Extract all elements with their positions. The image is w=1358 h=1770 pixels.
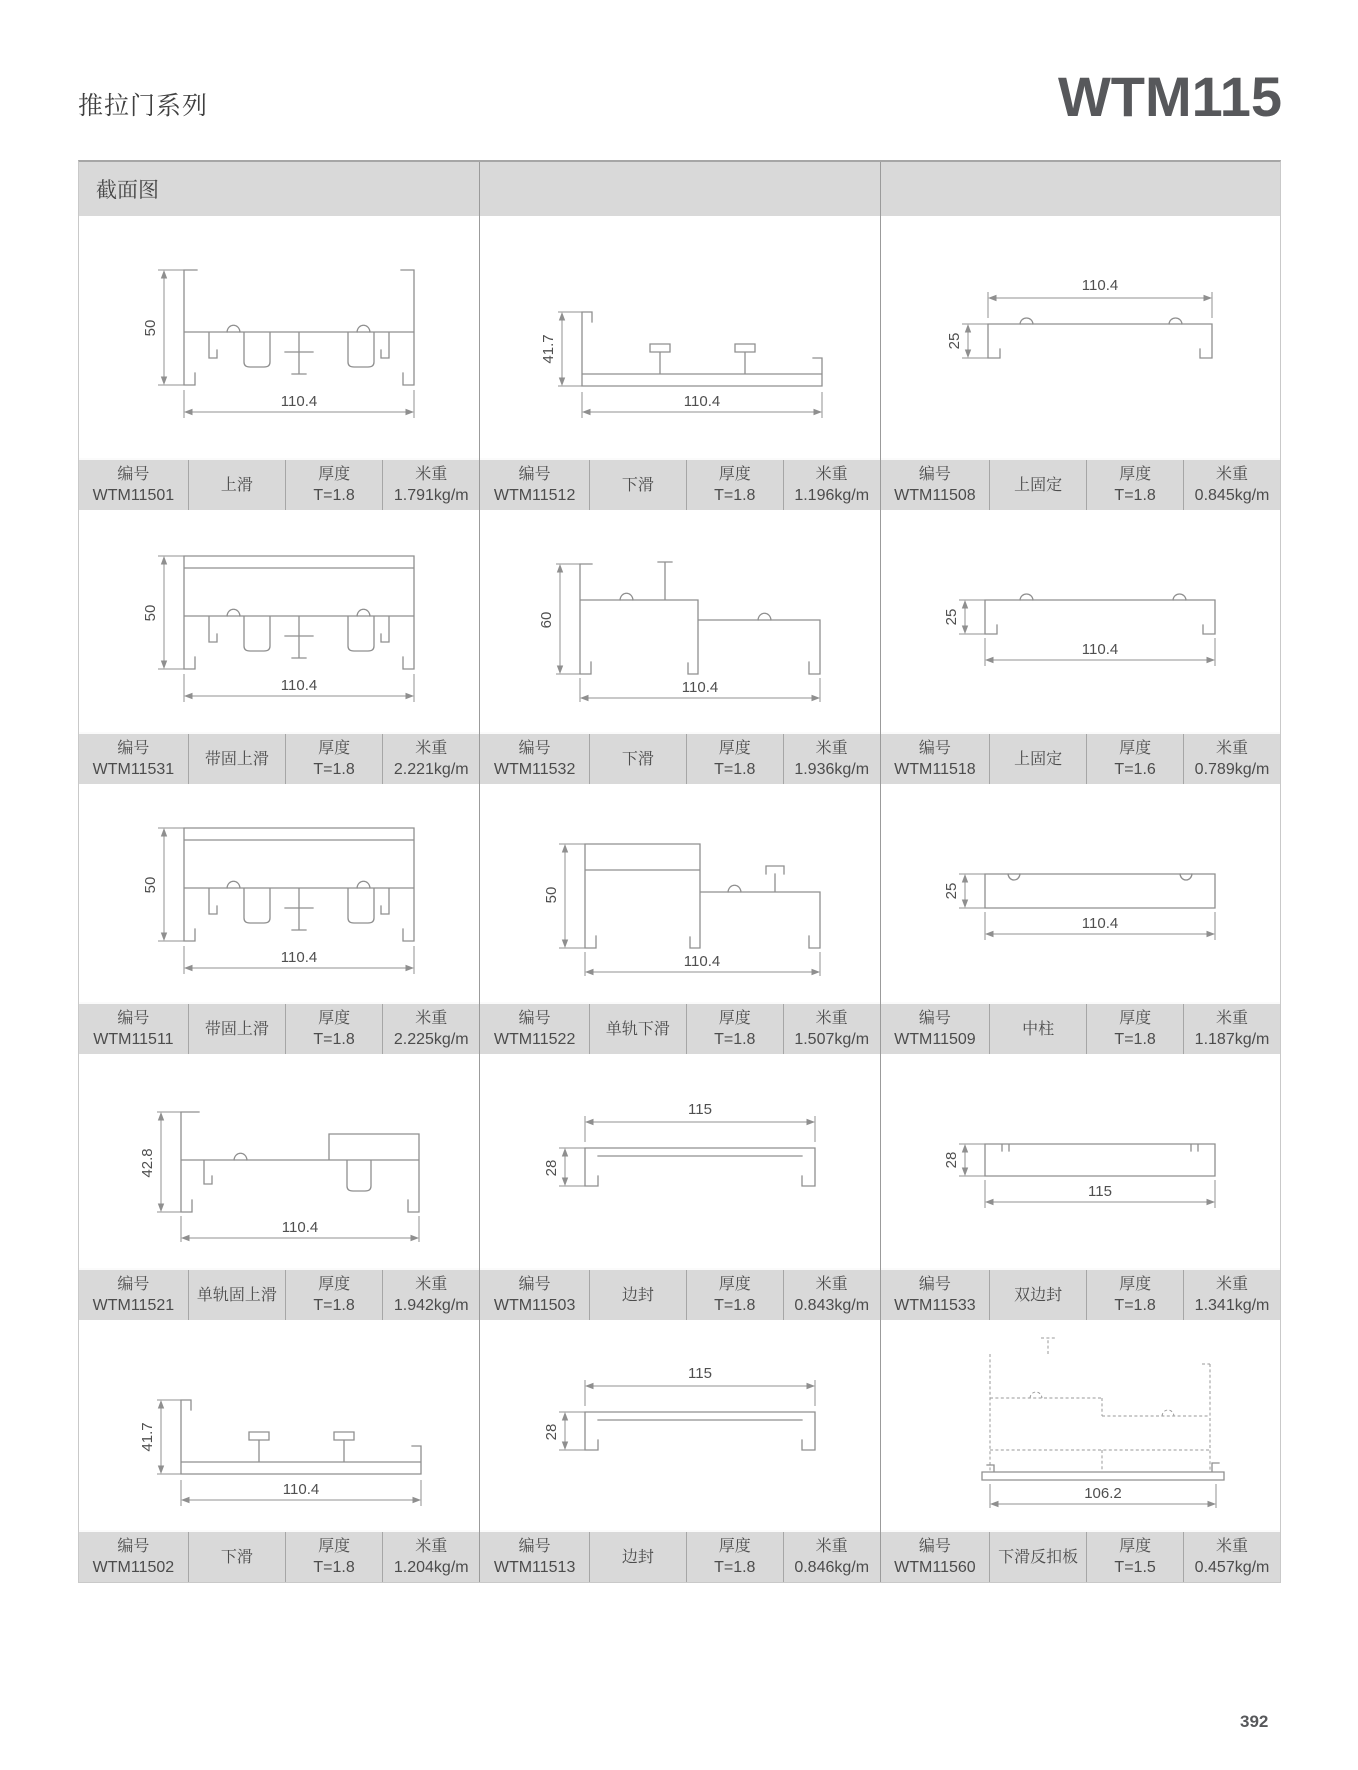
spec-thickness-label: 厚度: [718, 466, 751, 483]
profile-drawing-fixed-top-slide: [89, 516, 469, 726]
spec-weight-label: 米重: [1216, 740, 1249, 757]
spec-name: [589, 1270, 686, 1320]
profile-cell-wtm11508: [880, 216, 1280, 510]
spec-weight-label: 米重: [1216, 1010, 1249, 1027]
spec-thickness: [1086, 734, 1183, 784]
spec-thickness-label: 厚度: [318, 1538, 351, 1555]
spec-weight-value: 1.204kg/m: [393, 1559, 469, 1576]
dim-label-vertical: 50: [142, 876, 160, 894]
spec-thickness-label: 厚度: [718, 1538, 751, 1555]
spec-code-value: WTM11532: [493, 761, 576, 778]
drawing-area: [881, 216, 1280, 458]
spec-bar: [480, 732, 879, 784]
profile-outline: [585, 1412, 815, 1450]
spec-name: [188, 734, 285, 784]
spec-name-value: 带固上滑: [204, 1020, 269, 1038]
spec-thickness-value: T=1.8: [714, 1031, 756, 1048]
spec-code-label: 编号: [518, 1010, 551, 1027]
spec-name-value: 上滑: [220, 476, 253, 494]
spec-bar: [480, 1268, 879, 1320]
spec-thickness: [285, 1270, 382, 1320]
drawing-area: [79, 510, 479, 732]
spec-weight-value: 0.457kg/m: [1194, 1559, 1270, 1576]
profile-drawing-bottom-slide: [490, 516, 870, 726]
spec-thickness-value: T=1.6: [1114, 761, 1156, 778]
spec-bar: [79, 732, 479, 784]
spec-bar: [480, 1002, 879, 1054]
spec-code-label: 编号: [918, 466, 951, 483]
spec-weight-label: 米重: [815, 740, 848, 757]
spec-code-label: 编号: [918, 1010, 951, 1027]
spec-thickness-value: T=1.8: [714, 487, 756, 504]
spec-code-label: 编号: [518, 740, 551, 757]
spec-weight-label: 米重: [415, 1538, 448, 1555]
spec-thickness-label: 厚度: [718, 1010, 751, 1027]
spec-weight-value: 1.942kg/m: [393, 1297, 469, 1314]
profile-cell-wtm11518: [880, 510, 1280, 784]
reference-profile-dashed: [990, 1338, 1210, 1472]
profile-cell-wtm11512: [479, 216, 879, 510]
profile-drawing-center-post: [890, 788, 1270, 998]
profile-drawing-bottom-slide-cover-plate: [890, 1320, 1270, 1530]
profile-outline: [985, 594, 1215, 634]
dim-label-vertical: 50: [542, 886, 560, 904]
profile-outline: [988, 318, 1212, 358]
dim-label-horizontal: 115: [1088, 1183, 1113, 1200]
spec-weight-value: 1.936kg/m: [794, 761, 870, 778]
spec-bar: [79, 1268, 479, 1320]
spec-weight: [1183, 1532, 1280, 1582]
spec-thickness-label: 厚度: [718, 1276, 751, 1293]
spec-name: [989, 734, 1086, 784]
spec-weight-value: 2.221kg/m: [393, 761, 469, 778]
spec-name: [589, 734, 686, 784]
spec-thickness: [1086, 1532, 1183, 1582]
spec-weight-value: 1.187kg/m: [1194, 1031, 1270, 1048]
spec-code: [480, 460, 589, 510]
profile-drawing-edge-seal: [490, 1056, 870, 1266]
spec-code: [881, 734, 990, 784]
profile-cell-wtm11501: [79, 216, 479, 510]
spec-thickness-value: T=1.8: [313, 1031, 355, 1048]
profile-outline: [982, 1463, 1224, 1480]
spec-weight-label: 米重: [1216, 466, 1249, 483]
dim-label-vertical: 28: [542, 1159, 560, 1177]
table-row-3: [79, 784, 1280, 1054]
dim-label-vertical: 28: [542, 1423, 560, 1441]
spec-thickness-label: 厚度: [318, 1276, 351, 1293]
spec-thickness-value: T=1.8: [1114, 487, 1156, 504]
spec-thickness-value: T=1.8: [313, 761, 355, 778]
spec-code-value: WTM11508: [894, 487, 976, 504]
spec-name-value: 双边封: [1014, 1286, 1063, 1304]
spec-weight-value: 1.341kg/m: [1194, 1297, 1270, 1314]
drawing-area: [480, 216, 879, 458]
drawing-area: [881, 1320, 1280, 1530]
spec-weight: [783, 1004, 880, 1054]
spec-name-value: 上固定: [1014, 476, 1063, 494]
spec-code-value: WTM11512: [493, 487, 576, 504]
profile-cell-wtm11522: [479, 784, 879, 1054]
spec-name: [589, 1532, 686, 1582]
spec-code-label: 编号: [918, 1538, 951, 1555]
dim-label-vertical: 25: [943, 608, 961, 626]
spec-code-value: WTM11531: [92, 761, 175, 778]
drawing-area: [79, 784, 479, 1002]
spec-weight-label: 米重: [815, 1276, 848, 1293]
drawing-area: [480, 784, 879, 1002]
spec-thickness: [1086, 460, 1183, 510]
spec-name-value: 下滑: [220, 1548, 253, 1566]
dim-label-vertical: 41.7: [539, 334, 557, 364]
spec-name: [589, 1004, 686, 1054]
spec-weight: [382, 460, 479, 510]
spec-code: [881, 1532, 990, 1582]
spec-code-value: WTM11521: [92, 1297, 175, 1314]
profile-table: [78, 160, 1281, 1583]
spec-name-value: 上固定: [1014, 750, 1063, 768]
spec-thickness-label: 厚度: [318, 740, 351, 757]
spec-weight: [783, 1532, 880, 1582]
spec-thickness-value: T=1.5: [1114, 1559, 1156, 1576]
spec-bar: [881, 1002, 1280, 1054]
spec-weight-label: 米重: [1216, 1538, 1249, 1555]
spec-bar: [881, 458, 1280, 510]
dim-label-vertical: 41.7: [139, 1422, 157, 1452]
spec-weight: [1183, 1004, 1280, 1054]
dim-label-vertical: 25: [943, 882, 961, 900]
profile-drawing-double-edge-seal: [890, 1056, 1270, 1266]
drawing-area: [480, 1054, 879, 1268]
profile-outline: [181, 1112, 419, 1212]
profile-drawing-top-slide: [89, 232, 469, 442]
spec-code-value: WTM11513: [493, 1559, 576, 1576]
dim-label-horizontal: 110.4: [681, 679, 719, 696]
dim-label-horizontal: 115: [688, 1101, 712, 1118]
dim-label-horizontal: 110.4: [281, 1219, 319, 1236]
dim-label-horizontal: 110.4: [1082, 277, 1119, 294]
spec-code: [79, 1532, 188, 1582]
spec-name-value: 单轨固上滑: [196, 1286, 277, 1304]
spec-code-label: 编号: [117, 1276, 150, 1293]
spec-code-label: 编号: [117, 1538, 150, 1555]
drawing-area: [480, 1320, 879, 1530]
spec-weight-value: 1.196kg/m: [794, 487, 870, 504]
spec-code-value: WTM11501: [92, 487, 175, 504]
spec-name-value: 中柱: [1022, 1020, 1055, 1038]
spec-thickness: [686, 1270, 783, 1320]
profile-outline: [580, 562, 820, 674]
spec-name-value: 边封: [621, 1548, 654, 1566]
profile-cell-wtm11509: [880, 784, 1280, 1054]
model-title: WTM115: [1057, 65, 1282, 128]
dim-label-horizontal: 110.4: [280, 393, 318, 410]
spec-thickness: [686, 460, 783, 510]
profile-drawing-bottom-slide: [490, 232, 870, 442]
spec-code: [79, 460, 188, 510]
spec-weight-value: 0.843kg/m: [794, 1297, 870, 1314]
spec-name-value: 下滑: [621, 750, 654, 768]
spec-weight-value: 2.225kg/m: [393, 1031, 469, 1048]
table-row-1: [79, 216, 1280, 510]
spec-name: [589, 460, 686, 510]
dim-label-vertical: 28: [943, 1151, 961, 1169]
profile-cell-wtm11502: [79, 1320, 479, 1582]
spec-name: [188, 1004, 285, 1054]
series-title: 推拉门系列: [78, 92, 209, 120]
profile-cell-wtm11511: [79, 784, 479, 1054]
profile-outline: [585, 1148, 815, 1186]
dim-label-vertical: 50: [142, 604, 160, 622]
spec-thickness: [686, 1004, 783, 1054]
spec-bar: [79, 1530, 479, 1582]
table-row-5: [79, 1320, 1280, 1582]
spec-thickness-label: 厚度: [1119, 740, 1152, 757]
spec-weight: [783, 1270, 880, 1320]
spec-thickness: [285, 1532, 382, 1582]
spec-thickness-label: 厚度: [1119, 1538, 1152, 1555]
spec-weight: [1183, 1270, 1280, 1320]
spec-bar: [480, 458, 879, 510]
header-cell-empty: [479, 162, 879, 216]
profile-drawing-top-fixed: [890, 232, 1270, 442]
spec-code-value: WTM11533: [894, 1297, 976, 1314]
spec-name: [989, 460, 1086, 510]
spec-weight: [1183, 460, 1280, 510]
spec-name-value: 下滑: [621, 476, 654, 494]
spec-thickness-label: 厚度: [1119, 1010, 1152, 1027]
spec-code: [480, 1532, 589, 1582]
profile-drawing-single-track-bottom: [490, 788, 870, 998]
profile-cell-wtm11560: [880, 1320, 1280, 1582]
table-row-2: [79, 510, 1280, 784]
spec-weight: [382, 1532, 479, 1582]
dim-label-horizontal: 110.4: [683, 393, 721, 410]
dim-label-horizontal: 110.4: [282, 1481, 320, 1498]
spec-thickness: [1086, 1004, 1183, 1054]
drawing-area: [881, 510, 1280, 732]
spec-thickness-label: 厚度: [718, 740, 751, 757]
spec-code: [79, 1270, 188, 1320]
profile-drawing-bottom-slide: [89, 1320, 469, 1530]
spec-name-value: 单轨下滑: [605, 1020, 670, 1038]
spec-weight: [382, 1270, 479, 1320]
profile-drawing-top-fixed: [890, 516, 1270, 726]
profile-outline: [181, 1400, 421, 1474]
profile-outline: [585, 844, 820, 948]
profile-cell-wtm11521: [79, 1054, 479, 1320]
dim-label-horizontal: 106.2: [1084, 1485, 1123, 1502]
spec-name: [989, 1004, 1086, 1054]
profile-outline: [582, 312, 822, 386]
spec-code: [480, 734, 589, 784]
dim-label-horizontal: 115: [688, 1365, 712, 1382]
spec-code: [881, 460, 990, 510]
spec-weight-label: 米重: [815, 1538, 848, 1555]
drawing-area: [881, 1054, 1280, 1268]
drawing-area: [79, 1320, 479, 1530]
spec-weight-label: 米重: [415, 1010, 448, 1027]
spec-weight-label: 米重: [1216, 1276, 1249, 1293]
spec-name-value: 边封: [621, 1286, 654, 1304]
spec-thickness-value: T=1.8: [313, 487, 355, 504]
profile-outline: [184, 270, 414, 385]
header-cell-empty: [880, 162, 1280, 216]
drawing-area: [480, 510, 879, 732]
dim-label-horizontal: 110.4: [1082, 915, 1119, 932]
spec-name: [989, 1270, 1086, 1320]
spec-thickness: [285, 460, 382, 510]
spec-name-value: 带固上滑: [204, 750, 269, 768]
spec-bar: [480, 1530, 879, 1582]
profile-drawing-edge-seal: [490, 1320, 870, 1530]
spec-code-value: WTM11509: [894, 1031, 976, 1048]
spec-name: [188, 460, 285, 510]
spec-thickness-value: T=1.8: [313, 1297, 355, 1314]
spec-code-value: WTM11522: [493, 1031, 576, 1048]
spec-weight-value: 0.846kg/m: [794, 1559, 870, 1576]
spec-bar: [881, 1268, 1280, 1320]
drawing-area: [79, 216, 479, 458]
spec-code-label: 编号: [518, 1276, 551, 1293]
spec-thickness-value: T=1.8: [714, 1297, 756, 1314]
table-row-4: [79, 1054, 1280, 1320]
spec-weight-label: 米重: [415, 1276, 448, 1293]
profile-cell-wtm11533: [880, 1054, 1280, 1320]
spec-weight-label: 米重: [415, 466, 448, 483]
spec-code-value: WTM11560: [894, 1559, 976, 1576]
spec-bar: [881, 732, 1280, 784]
spec-weight: [783, 460, 880, 510]
profile-cell-wtm11503: [479, 1054, 879, 1320]
spec-weight-value: 0.845kg/m: [1194, 487, 1270, 504]
spec-code-label: 编号: [518, 1538, 551, 1555]
spec-code-label: 编号: [117, 740, 150, 757]
profile-cell-wtm11531: [79, 510, 479, 784]
spec-weight-value: 0.789kg/m: [1194, 761, 1270, 778]
spec-thickness-value: T=1.8: [714, 761, 756, 778]
spec-name: [188, 1270, 285, 1320]
spec-name: [989, 1532, 1086, 1582]
spec-code-label: 编号: [918, 1276, 951, 1293]
profile-cell-wtm11532: [479, 510, 879, 784]
drawing-area: [881, 784, 1280, 1002]
profile-drawing-fixed-top-slide: [89, 788, 469, 998]
page-number: 392: [1240, 1712, 1269, 1731]
spec-thickness: [686, 1532, 783, 1582]
spec-code-value: WTM11518: [894, 761, 976, 778]
spec-code-label: 编号: [117, 466, 150, 483]
spec-code-value: WTM11502: [92, 1559, 175, 1576]
spec-thickness-value: T=1.8: [1114, 1031, 1156, 1048]
spec-thickness-value: T=1.8: [313, 1559, 355, 1576]
spec-thickness: [285, 734, 382, 784]
spec-code: [79, 1004, 188, 1054]
dim-label-horizontal: 110.4: [1082, 641, 1119, 658]
dim-label-vertical: 25: [946, 332, 964, 350]
profile-cell-wtm11513: [479, 1320, 879, 1582]
spec-weight: [382, 1004, 479, 1054]
spec-code-label: 编号: [117, 1010, 150, 1027]
spec-bar: [79, 458, 479, 510]
dim-label-vertical: 42.8: [139, 1148, 157, 1178]
spec-bar: [881, 1530, 1280, 1582]
spec-thickness: [285, 1004, 382, 1054]
spec-weight: [783, 734, 880, 784]
dim-label-horizontal: 110.4: [280, 677, 318, 694]
spec-name: [188, 1532, 285, 1582]
section-header: 截面图: [96, 179, 159, 202]
spec-thickness: [686, 734, 783, 784]
dim-label-horizontal: 110.4: [683, 953, 721, 970]
spec-weight-value: 1.791kg/m: [393, 487, 469, 504]
drawing-area: [79, 1054, 479, 1268]
dim-label-vertical: 50: [142, 319, 160, 337]
table-header-band: [79, 162, 1280, 216]
spec-weight-value: 1.507kg/m: [794, 1031, 870, 1048]
spec-code-label: 编号: [918, 740, 951, 757]
spec-code: [881, 1004, 990, 1054]
dim-label-vertical: 60: [537, 611, 555, 629]
spec-code: [881, 1270, 990, 1320]
spec-name-value: 下滑反扣板: [998, 1548, 1079, 1566]
profile-outline: [985, 874, 1215, 908]
spec-weight-label: 米重: [815, 1010, 848, 1027]
spec-thickness-value: T=1.8: [1114, 1297, 1156, 1314]
spec-bar: [79, 1002, 479, 1054]
spec-weight-label: 米重: [415, 740, 448, 757]
spec-code: [480, 1004, 589, 1054]
profile-outline: [184, 556, 414, 669]
spec-weight: [382, 734, 479, 784]
spec-weight: [1183, 734, 1280, 784]
spec-code-value: WTM11511: [93, 1031, 174, 1048]
profile-outline: [184, 828, 414, 941]
spec-thickness-label: 厚度: [318, 1010, 351, 1027]
profile-outline: [985, 1144, 1215, 1176]
spec-code-label: 编号: [518, 466, 551, 483]
spec-code: [480, 1270, 589, 1320]
dim-label-horizontal: 110.4: [280, 949, 318, 966]
spec-code: [79, 734, 188, 784]
spec-code-value: WTM11503: [493, 1297, 576, 1314]
spec-thickness: [1086, 1270, 1183, 1320]
spec-thickness-label: 厚度: [1119, 466, 1152, 483]
spec-thickness-label: 厚度: [318, 466, 351, 483]
spec-thickness-label: 厚度: [1119, 1276, 1152, 1293]
profile-drawing-single-track-fixed-top: [89, 1056, 469, 1266]
spec-weight-label: 米重: [815, 466, 848, 483]
spec-thickness-value: T=1.8: [714, 1559, 756, 1576]
